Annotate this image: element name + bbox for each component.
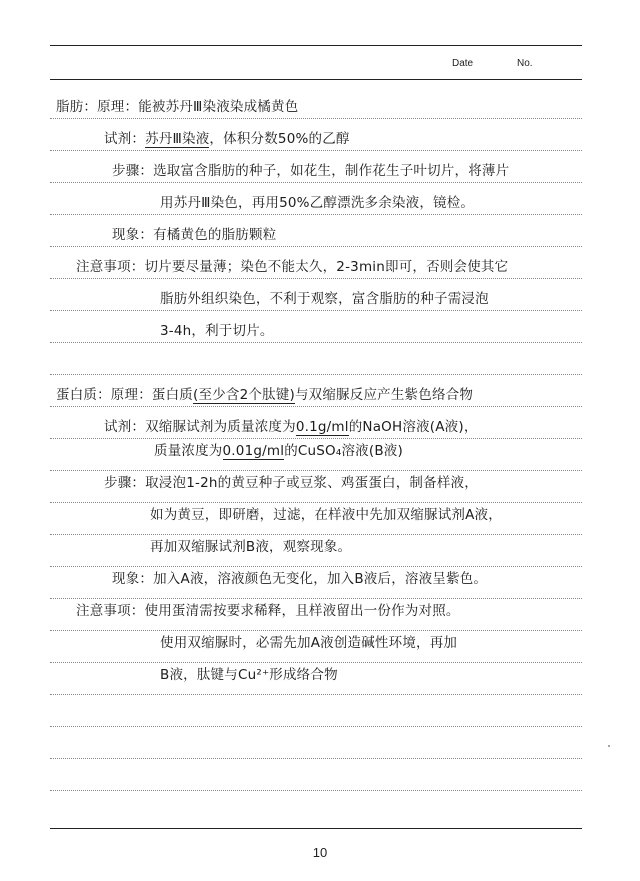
ruled-line [50, 246, 582, 247]
number-label: No. [517, 58, 533, 69]
ruled-line [50, 502, 582, 503]
fat-reagent-label: 试剂： [104, 131, 146, 147]
ruled-line [50, 278, 582, 279]
fat-notes-label: 注意事项： [76, 259, 145, 275]
fat-steps-label: 步骤： [112, 163, 154, 179]
protein-steps-line-2: 如为黄豆，即研磨，过滤，在样液中先加双缩脲试剂A液， [150, 507, 502, 523]
protein-phenomenon-text: 加入A液，溶液颜色无变化，加入B液后，溶液呈紫色。 [153, 571, 488, 587]
fat-steps-line-2: 用苏丹Ⅲ染色，再用50%乙醇漂洗多余染液，镜检。 [160, 195, 475, 211]
protein-reagent-text-2a: 质量浓度为 [154, 443, 223, 459]
ruled-line [50, 150, 582, 151]
protein-principle-text-after: 与双缩脲反应产生紫色络合物 [294, 387, 474, 403]
protein-notes-line-3: B液，肽键与Cu²⁺形成络合物 [160, 667, 338, 683]
fat-reagent-text: ，体积分数50%的乙醇 [209, 131, 350, 147]
protein-notes-line-2: 使用双缩脲时，必需先加A液创造碱性环境，再加 [160, 635, 458, 651]
protein-steps-label: 步骤： [104, 475, 146, 491]
protein-notes-label: 注意事项： [76, 603, 145, 619]
fat-reagent-line [104, 130, 350, 148]
date-label: Date [452, 58, 474, 69]
ruled-line [50, 374, 582, 375]
ruled-line [50, 662, 582, 663]
protein-reagent-line-1 [104, 418, 478, 436]
ruled-line [50, 534, 582, 535]
protein-reagent-text-2b: 的CuSO₄溶液(B液) [284, 443, 403, 459]
ruled-line [50, 342, 582, 343]
protein-reagent-text-1a: 双缩脲试剂为质量浓度为 [145, 419, 296, 435]
fat-reagent-underlined: 苏丹Ⅲ染液 [145, 131, 210, 147]
ruled-line [50, 758, 582, 759]
ruled-line [50, 182, 582, 183]
ruled-line [50, 726, 582, 727]
fat-steps-text-1: 选取富含脂肪的种子，如花生，制作花生子叶切片，将薄片 [153, 163, 510, 179]
fat-phenomenon-text: 有橘黄色的脂肪颗粒 [153, 227, 277, 243]
ruled-line [50, 694, 582, 695]
fat-principle-line [56, 98, 298, 116]
fat-principle-label: 脂肪：原理： [56, 99, 139, 115]
protein-reagent-naoh-concentration: 0.1g/ml [295, 419, 349, 435]
ruled-line [50, 118, 582, 119]
page-number: 10 [312, 845, 328, 860]
protein-notes-text-1: 使用蛋清需按要求稀释，且样液留出一份作为对照。 [144, 603, 460, 619]
paper-speck [608, 745, 610, 747]
protein-reagent-cuso4-concentration: 0.01g/ml [222, 443, 285, 459]
header-rule [50, 79, 582, 80]
top-rule [50, 45, 582, 46]
protein-notes-line-1 [76, 602, 460, 620]
ruled-line [50, 630, 582, 631]
ruled-line [50, 406, 582, 407]
protein-principle-line [56, 386, 473, 404]
ruled-line [50, 214, 582, 215]
protein-reagent-text-1b: 的NaOH溶液(A液)， [348, 419, 478, 435]
fat-phenomenon-label: 现象： [112, 227, 154, 243]
ruled-line [50, 566, 582, 567]
fat-notes-line-1 [76, 258, 508, 276]
bottom-rule [50, 828, 582, 829]
ruled-line [50, 438, 582, 439]
ruled-line [50, 310, 582, 311]
protein-steps-text-1: 取浸泡1-2h的黄豆种子或豆浆、鸡蛋蛋白，制备样液， [145, 475, 478, 491]
protein-principle-underlined: (至少含2个肽键) [193, 387, 295, 403]
fat-principle-text: 能被苏丹Ⅲ染液染成橘黄色 [138, 99, 299, 115]
fat-phenomenon-line [112, 226, 276, 244]
fat-notes-line-3: 3-4h，利于切片。 [160, 323, 274, 339]
fat-notes-text-1: 切片要尽量薄；染色不能太久，2-3min即可，否则会使其它 [144, 259, 509, 275]
fat-notes-line-2: 脂肪外组织染色，不利于观察，富含脂肪的种子需浸泡 [160, 291, 489, 307]
protein-principle-text-before: 蛋白质 [151, 387, 194, 403]
protein-steps-line-1 [104, 474, 478, 492]
protein-phenomenon-label: 现象： [112, 571, 154, 587]
ruled-line [50, 598, 582, 599]
protein-reagent-label: 试剂： [104, 419, 146, 435]
protein-phenomenon-line [112, 570, 487, 588]
header-labels [0, 58, 582, 74]
protein-principle-label: 蛋白质：原理： [56, 387, 152, 403]
ruled-line [50, 470, 582, 471]
ruled-line [50, 790, 582, 791]
protein-reagent-line-2 [154, 442, 403, 460]
fat-steps-line-1 [112, 162, 509, 180]
protein-steps-line-3: 再加双缩脲试剂B液，观察现象。 [150, 539, 352, 555]
